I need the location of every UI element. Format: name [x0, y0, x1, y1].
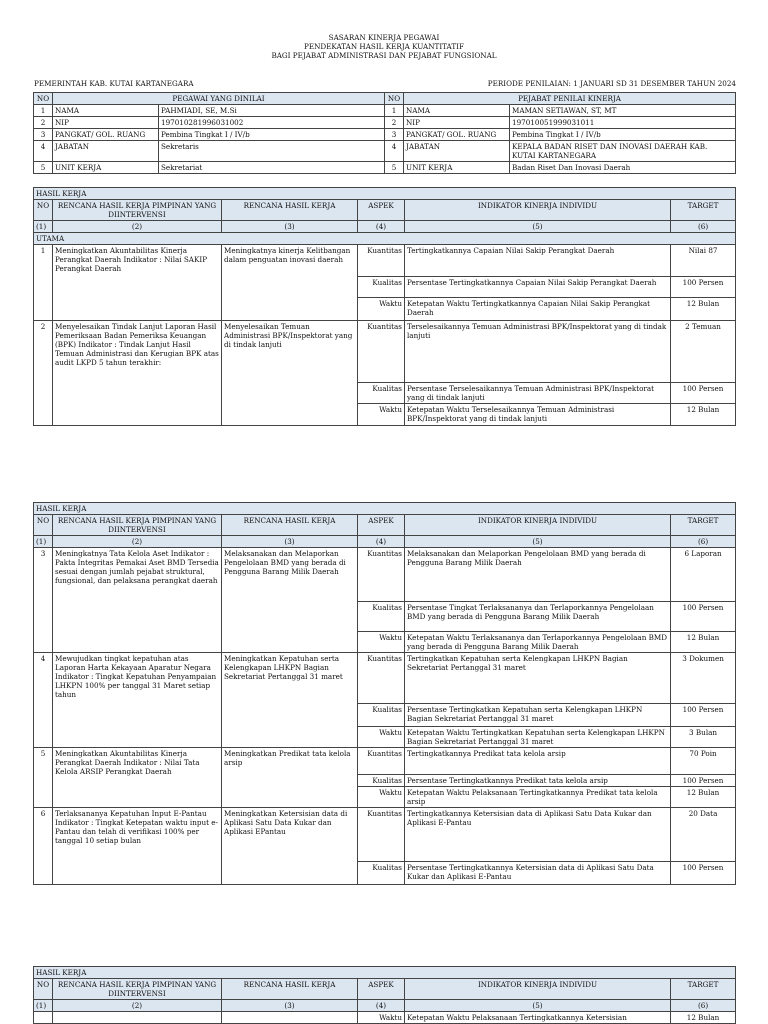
target: 3 Dokumen — [671, 653, 736, 704]
item-no: 3 — [34, 548, 53, 653]
column-number: (1) — [34, 221, 53, 233]
column-number: (6) — [671, 221, 736, 233]
item-no: 1 — [34, 245, 53, 321]
indikator: Persentase Tertingkatkan Kepatuhan serta Kelengkapan LHKPN Bagian Sekretariat Pertanggal 31 maret — [405, 704, 671, 727]
target: 100 Persen — [671, 277, 736, 298]
rencana-pimpinan: Mewujudkan tingkat kepatuhan atas Laporan Harta Kekayaan Aparatur Negara Indikator : Tingkat Kepatuhan Penyampaian LHKPN 100% per tanggal 31 Maret setiap tahun — [53, 653, 222, 748]
rencana-hasil: Menyelesaikan Temuan Administrasi BPK/Inspektorat yang di tindak lanjuti — [222, 321, 358, 426]
col-no: NO — [34, 93, 53, 105]
field-value: Pembina Tingkat I / IV/b — [510, 129, 736, 141]
column-header: RENCANA HASIL KERJA PIMPINAN YANG DIINTERVENSI — [53, 515, 222, 536]
table-header — [34, 515, 736, 548]
target: 100 Persen — [671, 602, 736, 632]
instansi: PEMERINTAH KAB. KUTAI KARTANEGARA — [34, 79, 194, 88]
aspek: Kuantitas — [358, 245, 405, 277]
target: 100 Persen — [671, 383, 736, 404]
field-label: NIP — [53, 117, 159, 129]
indikator: Tertingkatkan Kepatuhan serta Kelengkapan LHKPN Bagian Sekretariat Pertanggal 31 maret — [405, 653, 671, 704]
column-number: (4) — [358, 536, 405, 548]
target: 100 Persen — [671, 775, 736, 787]
row-no: 1 — [385, 105, 404, 117]
column-header: ASPEK — [358, 200, 405, 221]
info-line — [34, 79, 736, 89]
indikator: Persentase Terselesaikannya Temuan Administrasi BPK/Inspektorat yang di tindak lanjuti — [405, 383, 671, 404]
hasil-table-2 — [33, 502, 736, 885]
column-number: (5) — [405, 536, 671, 548]
aspek: Kualitas — [358, 383, 405, 404]
target: 2 Temuan — [671, 321, 736, 383]
indikator: Ketepatan Waktu Pelaksanaan Tertingkatkannya Ketersisian — [405, 1012, 671, 1024]
column-number: (2) — [53, 536, 222, 548]
item-no: 2 — [34, 321, 53, 426]
column-number: (5) — [405, 221, 671, 233]
rencana-hasil: Meningkatkan Predikat tata kelola arsip — [222, 748, 358, 808]
section-hasil: HASIL KERJA — [34, 188, 736, 200]
target: 100 Persen — [671, 704, 736, 727]
section-utama: UTAMA — [34, 233, 736, 245]
aspek: Kuantitas — [358, 748, 405, 775]
column-header: TARGET — [671, 515, 736, 536]
field-label: NAMA — [404, 105, 510, 117]
pegawai-row — [34, 141, 736, 162]
column-header: RENCANA HASIL KERJA — [222, 200, 358, 221]
column-number: (2) — [53, 221, 222, 233]
column-header: NO — [34, 515, 53, 536]
table-row — [34, 808, 736, 862]
target: 70 Poin — [671, 748, 736, 775]
target: 12 Bulan — [671, 1012, 736, 1024]
aspek: Waktu — [358, 298, 405, 321]
target: 12 Bulan — [671, 298, 736, 321]
target: 12 Bulan — [671, 787, 736, 808]
aspek: Kuantitas — [358, 653, 405, 704]
doc-title-3: BAGI PEJABAT ADMINISTRASI DAN PEJABAT FUNGSIONAL — [271, 51, 497, 60]
row-no: 4 — [34, 141, 53, 162]
target: Nilai 87 — [671, 245, 736, 277]
field-value: Badan Riset Dan Inovasi Daerah — [510, 162, 736, 174]
pegawai-row — [34, 162, 736, 174]
column-header: RENCANA HASIL KERJA PIMPINAN YANG DIINTERVENSI — [53, 979, 222, 1000]
row-no: 5 — [385, 162, 404, 174]
pegawai-row — [34, 117, 736, 129]
column-number: (3) — [222, 221, 358, 233]
indikator: Tertingkatkannya Predikat tata kelola arsip — [405, 748, 671, 775]
column-header: TARGET — [671, 979, 736, 1000]
column-header: INDIKATOR KINERJA INDIVIDU — [405, 979, 671, 1000]
section-hasil: HASIL KERJA — [34, 967, 736, 979]
row-no: 3 — [34, 129, 53, 141]
penilai-title: PEJABAT PENILAI KINERJA — [404, 93, 736, 105]
column-number: (2) — [53, 1000, 222, 1012]
target: 12 Bulan — [671, 404, 736, 426]
target: 3 Bulan — [671, 727, 736, 748]
field-value: Sekretaris — [159, 141, 385, 162]
table-row — [34, 653, 736, 704]
field-value: Pembina Tingkat I / IV/b — [159, 129, 385, 141]
pegawai-row — [34, 129, 736, 141]
row-no: 1 — [34, 105, 53, 117]
table-row — [34, 548, 736, 602]
target: 6 Laporan — [671, 548, 736, 602]
aspek: Kualitas — [358, 704, 405, 727]
aspek: Waktu — [358, 787, 405, 808]
aspek: Waktu — [358, 727, 405, 748]
indikator: Ketepatan Waktu Tertingkatkannya Capaian Nilai Sakip Perangkat Daerah — [405, 298, 671, 321]
rencana-pimpinan: Menyelesaikan Tindak Lanjut Laporan Hasil Pemeriksaan Badan Pemeriksa Keuangan (BPK) Indikator : Tindak Lanjut Hasil Temuan Administrasi dan Kerugian BPK atas audit LKPD 5 tahun terakhir: — [53, 321, 222, 426]
pegawai-row — [34, 105, 736, 117]
rencana-hasil: Meningkatkan Kepatuhan serta Kelengkapan LHKPN Bagian Sekretariat Pertanggal 31 maret — [222, 653, 358, 748]
target: 12 Bulan — [671, 632, 736, 653]
table-row — [34, 748, 736, 775]
rencana-pimpinan: Terlaksananya Kepatuhan Input E-Pantau Indikator : Tingkat Ketepatan waktu input e-Pantau dan telah di verifikasi 100% per tanggal 10 setiap bulan — [53, 808, 222, 885]
field-label: PANGKAT/ GOL. RUANG — [404, 129, 510, 141]
field-label: PANGKAT/ GOL. RUANG — [53, 129, 159, 141]
column-header: ASPEK — [358, 515, 405, 536]
field-value: 197010051999031011 — [510, 117, 736, 129]
hasil-table-3 — [33, 966, 736, 1024]
column-number: (5) — [405, 1000, 671, 1012]
aspek: Kuantitas — [358, 548, 405, 602]
field-value: 197010281996031002 — [159, 117, 385, 129]
aspek: Kualitas — [358, 277, 405, 298]
target: 20 Data — [671, 808, 736, 862]
row-no: 3 — [385, 129, 404, 141]
column-number: (3) — [222, 1000, 358, 1012]
rencana-hasil: Melaksanakan dan Melaporkan Pengelolaan BMD yang berada di Pengguna Barang Milik Daerah — [222, 548, 358, 653]
column-number: (1) — [34, 536, 53, 548]
column-header: ASPEK — [358, 979, 405, 1000]
column-header: NO — [34, 200, 53, 221]
periode: PERIODE PENILAIAN: 1 JANUARI SD 31 DESEMBER TAHUN 2024 — [487, 79, 736, 88]
indikator: Ketepatan Waktu Terselesaikannya Temuan Administrasi BPK/Inspektorat yang di tindak lanjuti — [405, 404, 671, 426]
table-header — [34, 200, 736, 233]
column-header: NO — [34, 979, 53, 1000]
indikator: Ketepatan Waktu Terlaksananya dan Terlaporkannya Pengelolaan BMD yang berada di Pengguna Barang Milik Daerah — [405, 632, 671, 653]
column-header: INDIKATOR KINERJA INDIVIDU — [405, 200, 671, 221]
indikator: Persentase Tertingkatkannya Predikat tata kelola arsip — [405, 775, 671, 787]
target: 100 Persen — [671, 862, 736, 885]
field-value: MAMAN SETIAWAN, ST, MT — [510, 105, 736, 117]
aspek: Kualitas — [358, 775, 405, 787]
column-header: RENCANA HASIL KERJA — [222, 515, 358, 536]
aspek: Waktu — [358, 632, 405, 653]
indikator: Persentase Tertingkatkannya Ketersisian data di Aplikasi Satu Data Kukar dan Aplikasi E-Pantau — [405, 862, 671, 885]
column-number: (3) — [222, 536, 358, 548]
table-row — [34, 321, 736, 383]
field-label: NAMA — [53, 105, 159, 117]
aspek: Waktu — [358, 404, 405, 426]
item-no: 4 — [34, 653, 53, 748]
field-label: UNIT KERJA — [53, 162, 159, 174]
indikator: Tertingkatkannya Capaian Nilai Sakip Perangkat Daerah — [405, 245, 671, 277]
column-number: (4) — [358, 1000, 405, 1012]
rencana-hasil: Meningkatkan Ketersisian data di Aplikasi Satu Data Kukar dan Aplikasi EPantau — [222, 808, 358, 885]
column-number: (6) — [671, 1000, 736, 1012]
aspek: Kuantitas — [358, 321, 405, 383]
indikator: Tertingkatkannya Ketersisian data di Aplikasi Satu Data Kukar dan Aplikasi E-Pantau — [405, 808, 671, 862]
row-no: 2 — [385, 117, 404, 129]
field-label: JABATAN — [53, 141, 159, 162]
section-hasil: HASIL KERJA — [34, 503, 736, 515]
table-row — [34, 1012, 736, 1024]
doc-title-1: SASARAN KINERJA PEGAWAI — [328, 33, 440, 42]
field-value: PAHMIADI, SE, M.Si — [159, 105, 385, 117]
field-label: UNIT KERJA — [404, 162, 510, 174]
rencana-hasil: Meningkatnya kinerja Kelitbangan dalam penguatan inovasi daerah — [222, 245, 358, 321]
column-header: INDIKATOR KINERJA INDIVIDU — [405, 515, 671, 536]
item-no: 5 — [34, 748, 53, 808]
column-number: (1) — [34, 1000, 53, 1012]
indikator: Melaksanakan dan Melaporkan Pengelolaan BMD yang berada di Pengguna Barang Milik Daerah — [405, 548, 671, 602]
doc-title-2: PENDEKATAN HASIL KERJA KUANTITATIF — [304, 42, 464, 51]
row-no: 4 — [385, 141, 404, 162]
indikator: Persentase Tingkat Terlaksananya dan Terlaporkannya Pengelolaan BMD yang berada di Pengguna Barang Milik Daerah — [405, 602, 671, 632]
indikator: Terselesaikannya Temuan Administrasi BPK/Inspektorat yang di tindak lanjuti — [405, 321, 671, 383]
rencana-pimpinan: Meningkatkan Akuntabilitas Kinerja Perangkat Daerah Indikator : Nilai Tata Kelola ARSIP Perangkat Daerah — [53, 748, 222, 808]
item-no: 6 — [34, 808, 53, 885]
field-label: NIP — [404, 117, 510, 129]
table-row — [34, 245, 736, 277]
column-header: RENCANA HASIL KERJA — [222, 979, 358, 1000]
hasil-table-1 — [33, 187, 736, 426]
column-number: (6) — [671, 536, 736, 548]
col-no-2: NO — [385, 93, 404, 105]
indikator: Persentase Tertingkatkannya Capaian Nilai Sakip Perangkat Daerah — [405, 277, 671, 298]
pegawai-table — [33, 92, 736, 174]
field-label: JABATAN — [404, 141, 510, 162]
aspek: Kuantitas — [358, 808, 405, 862]
indikator: Ketepatan Waktu Pelaksanaan Tertingkatkannya Predikat tata kelola arsip — [405, 787, 671, 808]
aspek: Kualitas — [358, 602, 405, 632]
column-number: (4) — [358, 221, 405, 233]
field-value: Sekretariat — [159, 162, 385, 174]
field-value: KEPALA BADAN RISET DAN INOVASI DAERAH KAB. KUTAI KARTANEGARA — [510, 141, 736, 162]
indikator: Ketepatan Waktu Tertingkatkan Kepatuhan serta Kelengkapan LHKPN Bagian Sekretariat Pertanggal 31 maret — [405, 727, 671, 748]
rencana-pimpinan: Meningkatnya Tata Kelola Aset Indikator : Pakta Integritas Pemakai Aset BMD Tersedia sesuai dengan jumlah pejabat struktural, fungsional, dan pelaksana perangkat daerah — [53, 548, 222, 653]
aspek: Waktu — [358, 1012, 405, 1024]
column-header: TARGET — [671, 200, 736, 221]
row-no: 5 — [34, 162, 53, 174]
column-header: RENCANA HASIL KERJA PIMPINAN YANG DIINTERVENSI — [53, 200, 222, 221]
row-no: 2 — [34, 117, 53, 129]
table-header — [34, 979, 736, 1012]
aspek: Kualitas — [358, 862, 405, 885]
pegawai-title: PEGAWAI YANG DINILAI — [53, 93, 385, 105]
rencana-pimpinan: Meningkatkan Akuntabilitas Kinerja Perangkat Daerah Indikator : Nilai SAKIP Perangkat Daerah — [53, 245, 222, 321]
